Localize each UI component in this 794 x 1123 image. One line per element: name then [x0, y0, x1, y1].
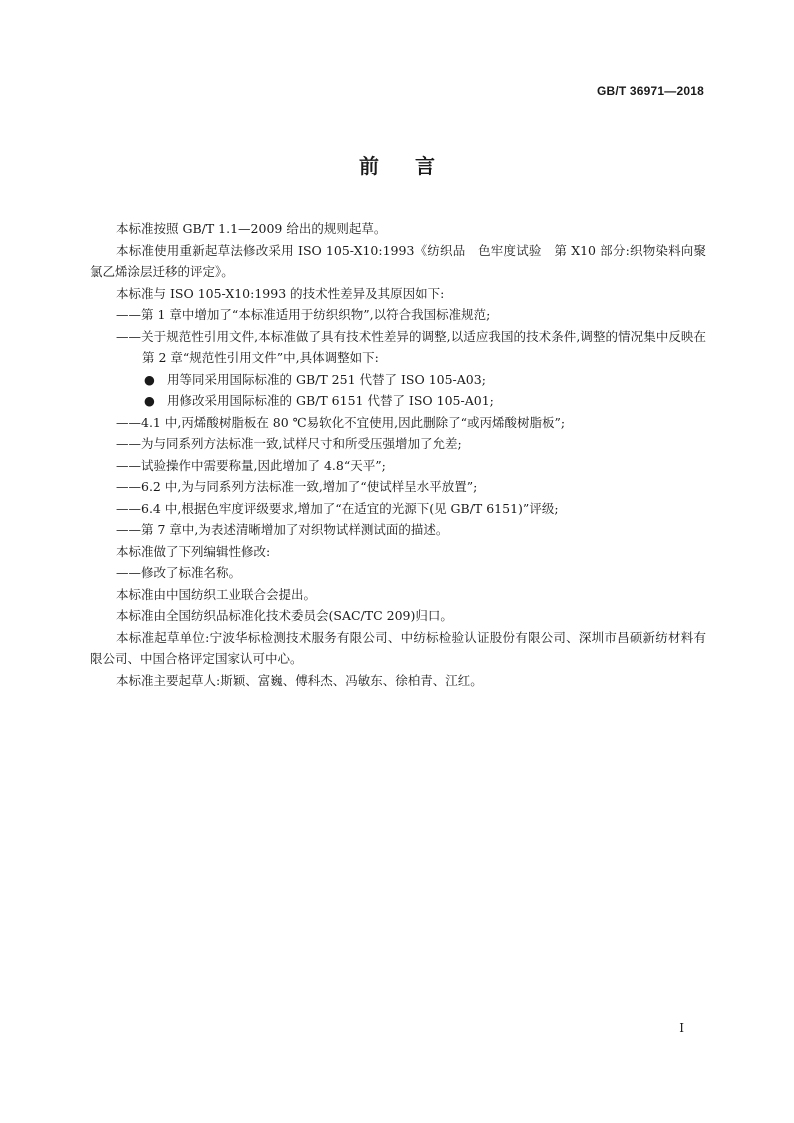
foreword-body — [90, 218, 706, 691]
bullet-text: 用修改采用国际标准的 GB/T 6151 代替了 ISO 105-A01; — [167, 393, 494, 408]
bullet-text: 用等同采用国际标准的 GB/T 251 代替了 ISO 105-A03; — [167, 371, 486, 387]
difference-item: ——关于规范性引用文件,本标准做了具有技术性差异的调整,以适应我国的技术条件,调整的情况集中反映在第 2 章“规范性引用文件”中,具体调整如下: — [116, 328, 706, 365]
editorial-item: ——修改了标准名称。 — [116, 565, 242, 580]
bullet-item — [90, 369, 706, 391]
difference-item: ——第 1 章中增加了“本标准适用于纺织织物”,以符合我国标准规范; — [116, 307, 491, 322]
page-number: I — [679, 1021, 684, 1035]
paragraph-drafting-units: 本标准起草单位:宁波华标检测技术服务有限公司、中纺标检验认证股份有限公司、深圳市昌硕新纺材料有限公司、中国合格评定国家认可中心。 — [90, 629, 706, 666]
paragraph-adoption: 本标准使用重新起草法修改采用 ISO 105-X10:1993《纺织品 色牢度试验 第 X10 部分:织物染料向聚氯乙烯涂层迁移的评定》。 — [90, 242, 706, 279]
standard-number: GB/T 36971—2018 — [596, 84, 704, 98]
bullet-icon: ● — [144, 371, 155, 387]
paragraph-committee: 本标准由全国纺织品标准化技术委员会(SAC/TC 209)归口。 — [116, 608, 453, 623]
difference-item: ——为与同系列方法标准一致,试样尺寸和所受压强增加了允差; — [116, 436, 462, 451]
bullet-item — [90, 390, 706, 412]
paragraph-drafters: 本标准主要起草人:斯颖、富巍、傅科杰、冯敏东、徐柏青、江红。 — [116, 672, 483, 688]
bullet-icon: ● — [144, 393, 155, 408]
paragraph-differences-intro: 本标准与 ISO 105-X10:1993 的技术性差异及其原因如下: — [116, 285, 445, 301]
paragraph-editorial-intro: 本标准做了下列编辑性修改: — [116, 543, 271, 559]
difference-item: ——4.1 中,丙烯酸树脂板在 80 ℃易软化不宜使用,因此删除了“或丙烯酸树脂板”; — [116, 414, 566, 430]
paragraph-proposer: 本标准由中国纺织工业联合会提出。 — [116, 586, 317, 602]
difference-item: ——第 7 章中,为表述清晰增加了对织物试样测试面的描述。 — [116, 522, 449, 537]
paragraph-drafting-rules: 本标准按照 GB/T 1.1—2009 给出的规则起草。 — [116, 221, 387, 236]
difference-item: ——6.2 中,为与同系列方法标准一致,增加了“使试样呈水平放置”; — [116, 479, 478, 494]
difference-item: ——6.4 中,根据色牢度评级要求,增加了“在适宜的光源下(见 GB/T 6151)”评级; — [116, 500, 559, 516]
difference-item: ——试验操作中需要称量,因此增加了 4.8“天平”; — [116, 457, 386, 473]
page-title: 前言 — [359, 154, 471, 178]
